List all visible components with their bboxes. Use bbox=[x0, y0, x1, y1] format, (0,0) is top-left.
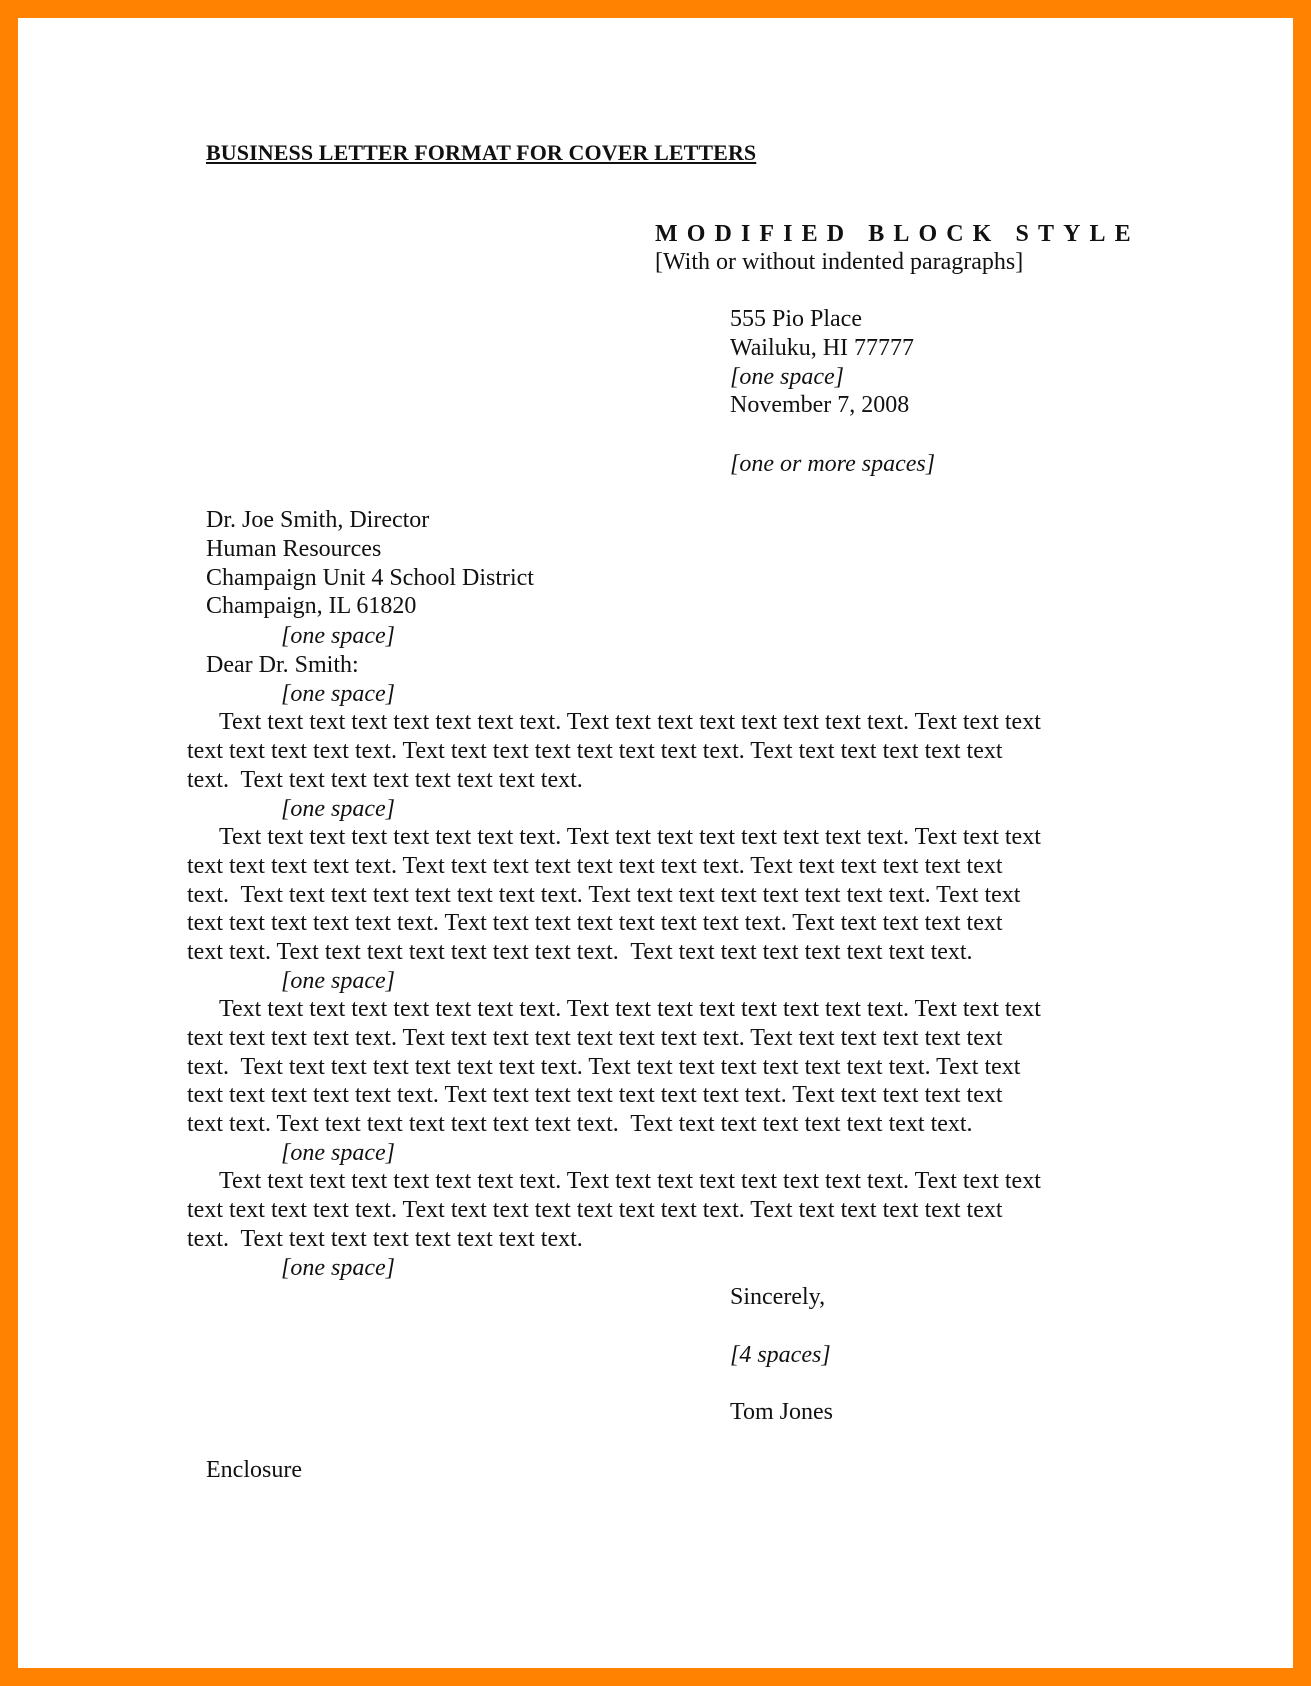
document-heading: BUSINESS LETTER FORMAT FOR COVER LETTERS bbox=[206, 140, 757, 165]
spacing-note: [4 spaces] bbox=[730, 1342, 831, 1368]
paragraph-line: Text text text text text text text text. Text text text text text text text text. Text text text bbox=[219, 996, 1041, 1022]
paragraph-line: text text text text text. Text text text text text text text text. Text text text text text text bbox=[187, 1024, 1003, 1051]
sender-city: Wailuku, HI 77777 bbox=[730, 334, 915, 361]
sender-street: 555 Pio Place bbox=[730, 306, 862, 332]
spacing-note: [one space] bbox=[281, 681, 395, 707]
sender-address-block bbox=[730, 305, 914, 420]
body-paragraph-1 bbox=[187, 708, 1087, 794]
style-subtitle: [With or without indented paragraphs] bbox=[655, 249, 1024, 275]
enclosure: Enclosure bbox=[206, 1457, 302, 1483]
paragraph-line: text text text text text. Text text text text text text text text. Text text text text text text bbox=[187, 1196, 1003, 1223]
salutation: Dear Dr. Smith: bbox=[206, 652, 359, 678]
recipient-address-block bbox=[206, 506, 534, 621]
paragraph-line: text. Text text text text text text text text. Text text text text text text text text. Text text bbox=[187, 1053, 1021, 1080]
paragraph-line: Text text text text text text text text. Text text text text text text text text. Text text text bbox=[219, 824, 1041, 850]
paragraph-line: text. Text text text text text text text text. Text text text text text text text text. Text text bbox=[187, 881, 1021, 908]
paragraph-line: text text. Text text text text text text text text. Text text text text text text text text. bbox=[187, 1111, 973, 1138]
spacing-note: [one space] bbox=[730, 363, 844, 390]
recipient-name: Dr. Joe Smith, Director bbox=[206, 507, 430, 533]
body-paragraph-4 bbox=[187, 1167, 1087, 1253]
recipient-city: Champaign, IL 61820 bbox=[206, 593, 417, 620]
style-title: MODIFIED BLOCK STYLE bbox=[655, 221, 1140, 247]
spacing-note: [one space] bbox=[281, 1140, 395, 1166]
recipient-department: Human Resources bbox=[206, 535, 382, 562]
spacing-note: [one or more spaces] bbox=[730, 451, 936, 477]
paragraph-line: text text text text text text. Text text text text text text text text. Text text text text text bbox=[187, 910, 1003, 937]
letter-date: November 7, 2008 bbox=[730, 392, 910, 419]
signer-name: Tom Jones bbox=[730, 1399, 833, 1425]
paragraph-line: Text text text text text text text text. Text text text text text text text text. Text text text bbox=[219, 1168, 1041, 1194]
recipient-organization: Champaign Unit 4 School District bbox=[206, 564, 534, 591]
spacing-note: [one space] bbox=[281, 1255, 395, 1281]
spacing-note: [one space] bbox=[281, 796, 395, 822]
closing: Sincerely, bbox=[730, 1284, 826, 1310]
paragraph-line: text text text text text. Text text text text text text text text. Text text text text text text bbox=[187, 737, 1003, 764]
paragraph-line: text. Text text text text text text text text. bbox=[187, 766, 583, 793]
body-paragraph-3 bbox=[187, 995, 1087, 1139]
spacing-note: [one space] bbox=[281, 623, 395, 649]
paragraph-line: text text text text text text. Text text text text text text text text. Text text text text text bbox=[187, 1082, 1003, 1109]
body-paragraph-2 bbox=[187, 823, 1087, 967]
paragraph-line: text text. Text text text text text text text text. Text text text text text text text text. bbox=[187, 939, 973, 966]
paragraph-line: text text text text text. Text text text text text text text text. Text text text text text text bbox=[187, 852, 1003, 879]
spacing-note: [one space] bbox=[281, 968, 395, 994]
paragraph-line: Text text text text text text text text. Text text text text text text text text. Text text text bbox=[219, 709, 1041, 735]
paragraph-line: text. Text text text text text text text text. bbox=[187, 1225, 583, 1252]
